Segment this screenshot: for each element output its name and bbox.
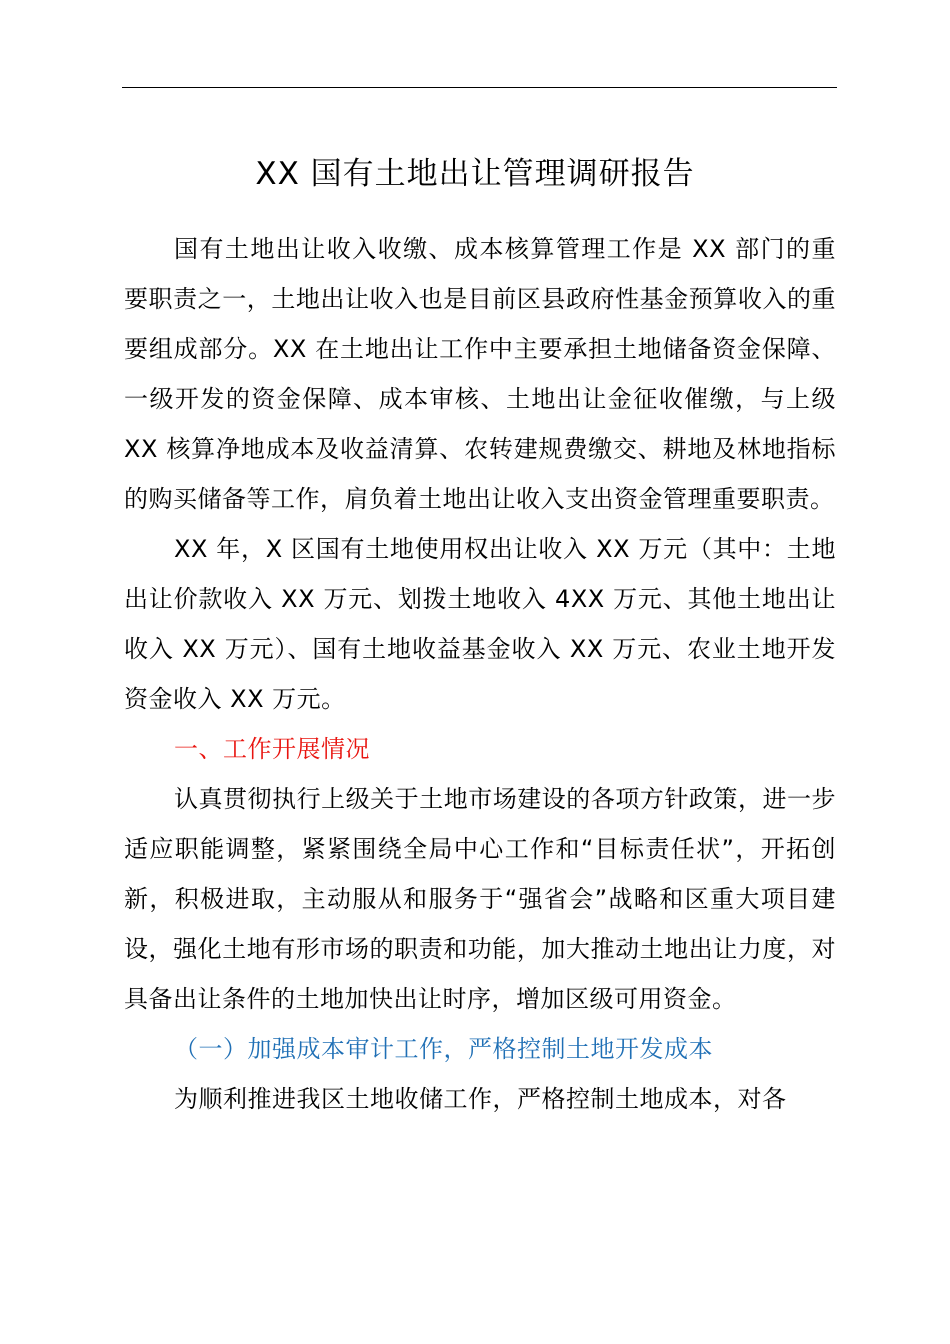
paragraph-work-progress: 认真贯彻执行上级关于土地市场建设的各项方针政策，进一步适应职能调整，紧紧围绕全局中心工作和“目标责任状”，开拓创新，积极进取，主动服从和服务于“强省会”战略和区重大项目建设，强化土地有形市场的职责和功能，加大推动土地出让力度，对具备出让条件的土地加快出让时序，增加区级可用资金。: [124, 785, 836, 1013]
paragraph-cost-audit: 为顺利推进我区土地收储工作，严格控制土地成本，对各: [174, 1085, 787, 1113]
paragraph-revenue: XX 年，X 区国有土地使用权出让收入 XX 万元（其中：土地出让价款收入 XX 万元、划拨土地收入 4XX 万元、其他土地出让收入 XX 万元）、国有土地收益基金收入 XX 万元、农业土地开发资金收入 XX 万元。: [124, 535, 836, 713]
document-body: [124, 224, 836, 1124]
document-title: XX 国有土地出让管理调研报告: [255, 156, 695, 192]
section-heading-work-progress: 一、工作开展情况: [174, 735, 370, 763]
subsection-heading-cost-audit: （一）加强成本审计工作，严格控制土地开发成本: [174, 1035, 713, 1063]
header-rule: [122, 87, 837, 88]
paragraph-intro: 国有土地出让收入收缴、成本核算管理工作是 XX 部门的重要职责之一，土地出让收入也是目前区县政府性基金预算收入的重要组成部分。XX 在土地出让工作中主要承担土地储备资金保障、一级开发的资金保障、成本审核、土地出让金征收催缴，与上级 XX 核算净地成本及收益清算、农转建规费缴交、耕地及林地指标的购买储备等工作，肩负着土地出让收入支出资金管理重要职责。: [124, 235, 836, 513]
